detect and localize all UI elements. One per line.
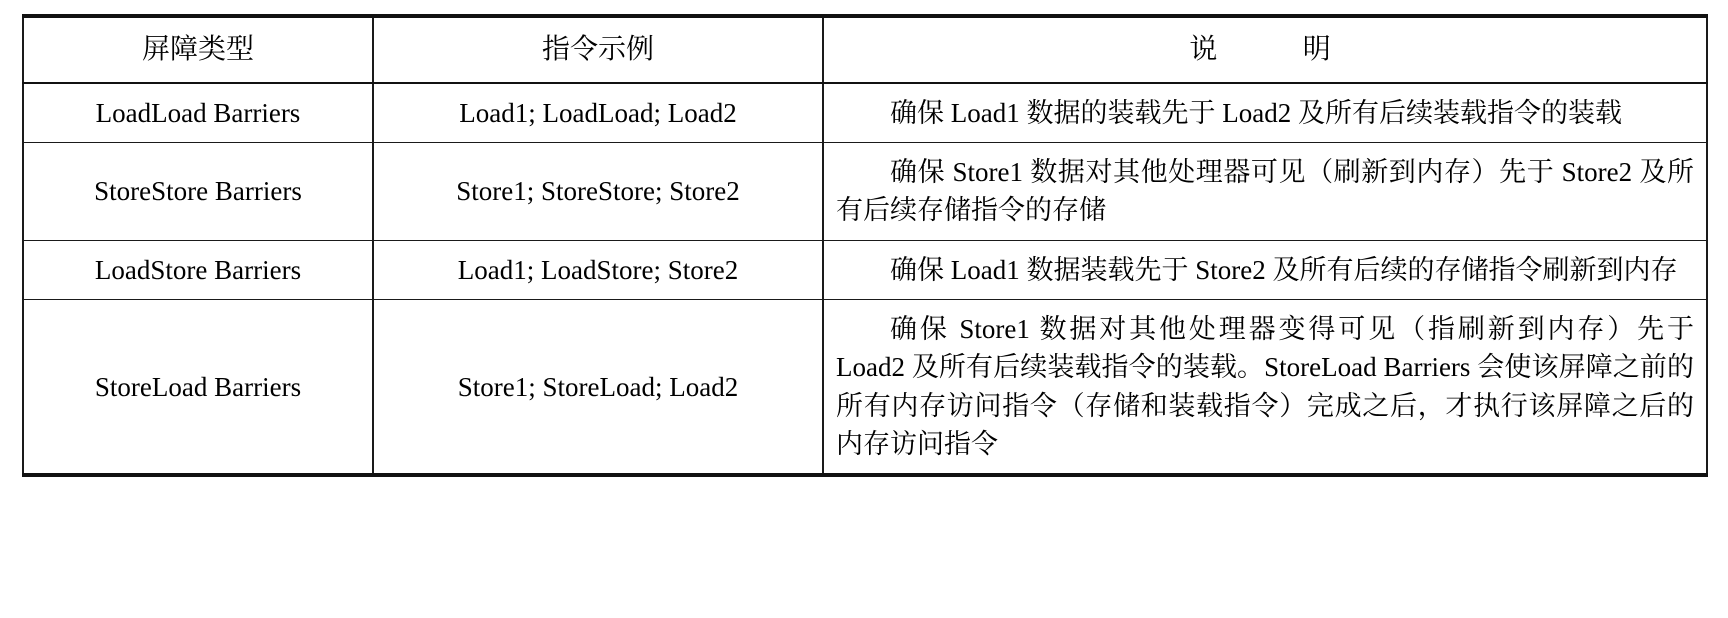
column-header-barrier-type: 屏障类型 — [23, 16, 373, 83]
cell-description: 确保 Store1 数据对其他处理器变得可见（指刷新到内存）先于 Load2 及所有后续装载指令的装载。StoreLoad Barriers 会使该屏障之前的所有内存访问指令（存储和装载指令）完成之后，才执行该屏障之后的内存访问指令 — [823, 300, 1707, 476]
table-body — [23, 83, 1707, 476]
cell-description: 确保 Load1 数据的装载先于 Load2 及所有后续装载指令的装载 — [823, 83, 1707, 143]
cell-description: 确保 Load1 数据装载先于 Store2 及所有后续的存储指令刷新到内存 — [823, 240, 1707, 299]
cell-barrier-type: StoreStore Barriers — [23, 143, 373, 241]
column-header-instruction-example: 指令示例 — [373, 16, 823, 83]
column-header-description: 说 明 — [823, 16, 1707, 83]
cell-instruction-example: Store1; StoreStore; Store2 — [373, 143, 823, 241]
table-row — [23, 143, 1707, 241]
cell-barrier-type: StoreLoad Barriers — [23, 300, 373, 476]
memory-barrier-table — [22, 14, 1708, 477]
cell-description: 确保 Store1 数据对其他处理器可见（刷新到内存）先于 Store2 及所有后续存储指令的存储 — [823, 143, 1707, 241]
table-row — [23, 300, 1707, 476]
table-header-row — [23, 16, 1707, 83]
cell-instruction-example: Load1; LoadStore; Store2 — [373, 240, 823, 299]
table-header — [23, 16, 1707, 83]
table-row — [23, 83, 1707, 143]
cell-barrier-type: LoadLoad Barriers — [23, 83, 373, 143]
cell-instruction-example: Load1; LoadLoad; Load2 — [373, 83, 823, 143]
cell-barrier-type: LoadStore Barriers — [23, 240, 373, 299]
cell-instruction-example: Store1; StoreLoad; Load2 — [373, 300, 823, 476]
table-row — [23, 240, 1707, 299]
